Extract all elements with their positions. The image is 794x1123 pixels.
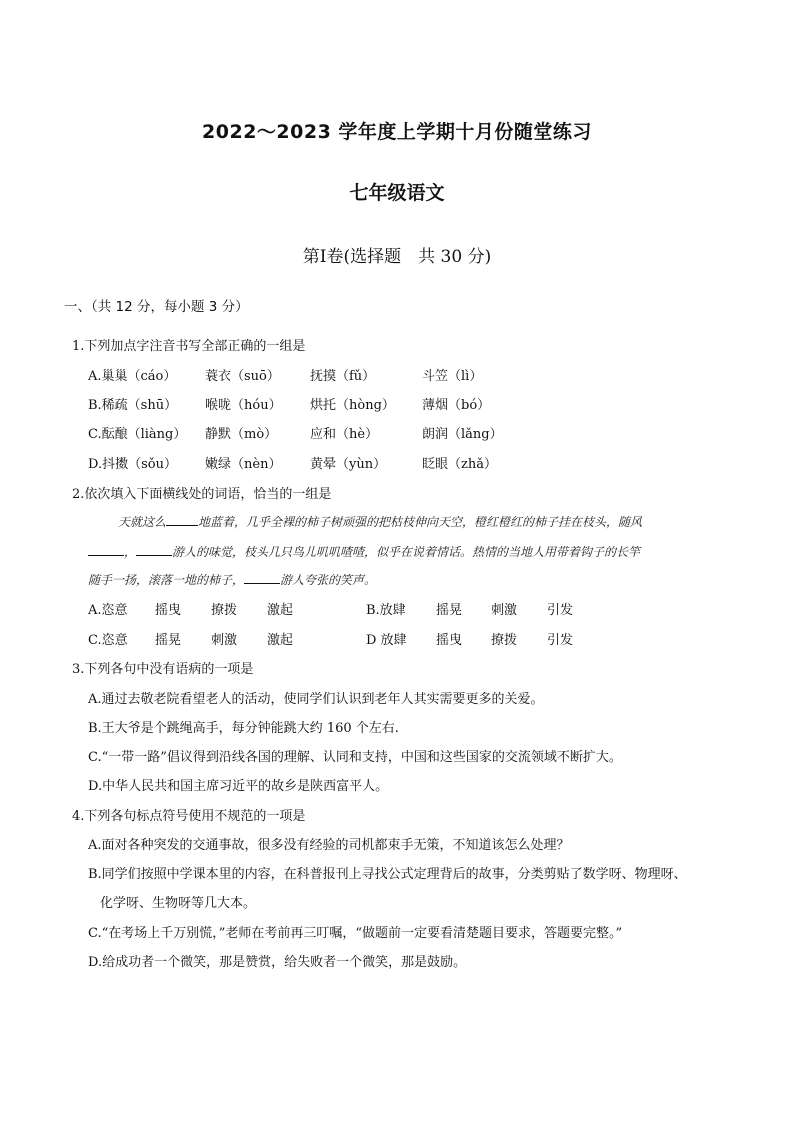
q1-option-b3: 烘托（hòng） bbox=[310, 398, 395, 413]
section-heading: 一、（共 12 分，每小题 3 分） bbox=[64, 299, 249, 315]
fill-blank bbox=[88, 543, 124, 556]
passage-text: ， bbox=[124, 545, 137, 559]
q1-option-c2: 静默（mò） bbox=[205, 427, 278, 442]
fill-blank bbox=[136, 543, 172, 556]
q1-option-b1: B.稀疏（shū） bbox=[88, 398, 178, 413]
q1-option-d4: 眨眼（zhǎ） bbox=[422, 457, 497, 472]
q1-option-c4: 朗润（lǎng） bbox=[422, 427, 503, 442]
q1-option-c1: C.酝酿（liàng） bbox=[88, 427, 187, 442]
q3-option-d: D.中华人民共和国主席习近平的故乡是陕西富平人。 bbox=[88, 779, 389, 794]
q2-option-a1: A.恣意 bbox=[88, 603, 128, 618]
q2-option-b1: B.放肆 bbox=[366, 603, 406, 618]
q4-option-c: C.“在考场上千万别慌，”老师在考前再三叮嘱，“做题前一定要看清楚题目要求，答题要完整。” bbox=[88, 926, 623, 941]
q2-option-d4: 引发 bbox=[547, 633, 574, 648]
q2-option-b2: 摇晃 bbox=[436, 603, 463, 618]
question-2-stem: 2.依次填入下面横线处的词语，恰当的一组是 bbox=[72, 487, 332, 502]
exam-title: 2022～2023 学年度上学期十月份随堂练习 bbox=[202, 121, 592, 143]
q1-option-a2: 蓑衣（suō） bbox=[205, 369, 280, 384]
q4-option-b: B.同学们按照中学课本里的内容，在科普报刊上寻找公式定理背后的故事，分类剪贴了数学呀、物理呀、 bbox=[88, 867, 687, 882]
q4-option-a: A.面对各种突发的交通事故，很多没有经验的司机都束手无策，不知道该怎么处理？ bbox=[88, 838, 570, 853]
q1-option-b4: 薄烟（bó） bbox=[422, 398, 491, 413]
q2-option-c3: 刺激 bbox=[211, 633, 238, 648]
question-3-stem: 3.下列各句中没有语病的一项是 bbox=[72, 662, 254, 677]
q2-option-b4: 引发 bbox=[547, 603, 574, 618]
passage-text: 游人夸张的笑声。 bbox=[280, 573, 377, 587]
q1-option-a3: 抚摸（fǔ） bbox=[310, 369, 376, 384]
q1-option-b2: 喉咙（hóu） bbox=[205, 398, 282, 413]
part-heading: 第Ⅰ卷(选择题 共 30 分) bbox=[302, 247, 492, 267]
passage-text: 地蓝着，几乎全裸的柿子树顽强的把枯枝伸向天空，橙红橙红的柿子挂在枝头，随风 bbox=[198, 515, 643, 529]
q2-option-c4: 激起 bbox=[267, 633, 294, 648]
q3-option-b: B.王大爷是个跳绳高手，每分钟能跳大约 160 个左右. bbox=[88, 721, 399, 736]
q1-option-d3: 黄晕（yùn） bbox=[310, 457, 387, 472]
q2-option-d1: D 放肆 bbox=[366, 633, 407, 648]
fill-blank bbox=[166, 513, 198, 526]
q3-option-a: A.通过去敬老院看望老人的活动，使同学们认识到老年人其实需要更多的关爱。 bbox=[88, 692, 544, 707]
q2-option-a3: 撩拨 bbox=[211, 603, 238, 618]
q2-option-b3: 刺激 bbox=[491, 603, 518, 618]
q1-option-c3: 应和（hè） bbox=[310, 427, 379, 442]
passage-text: 游人的味觉，枝头几只鸟儿叽叽喳喳，似乎在说着情话。热情的当地人用带着钩子的长竿 bbox=[172, 545, 641, 559]
q1-option-a1: A.巢巢（cáo） bbox=[88, 369, 177, 384]
q2-option-c1: C.恣意 bbox=[88, 633, 128, 648]
passage-text: 随手一扬，滚落一地的柿子， bbox=[88, 573, 245, 587]
q4-option-d: D.给成功者一个微笑，那是赞赏，给失败者一个微笑，那是鼓励。 bbox=[88, 955, 467, 970]
fill-blank bbox=[244, 571, 280, 584]
question-4-stem: 4.下列各句标点符号使用不规范的一项是 bbox=[72, 809, 306, 824]
q1-option-d2: 嫩绿（nèn） bbox=[205, 457, 282, 472]
question-1-stem: 1.下列加点字注音书写全部正确的一组是 bbox=[72, 339, 306, 354]
q1-option-d1: D.抖擞（sǒu） bbox=[88, 457, 177, 472]
q1-option-a4: 斗笠（lì） bbox=[422, 369, 483, 384]
q2-option-c2: 摇晃 bbox=[155, 633, 182, 648]
exam-subtitle: 七年级语文 bbox=[349, 182, 445, 204]
q2-option-a4: 激起 bbox=[267, 603, 294, 618]
q3-option-c: C.“一带一路”倡议得到沿线各国的理解、认同和支持，中国和这些国家的交流领域不断扩大。 bbox=[88, 750, 622, 765]
q2-option-a2: 摇曳 bbox=[155, 603, 182, 618]
q4-option-b-cont: 化学呀、生物呀等几大本。 bbox=[100, 896, 257, 911]
q2-option-d3: 撩拨 bbox=[491, 633, 518, 648]
q2-option-d2: 摇曳 bbox=[436, 633, 463, 648]
passage-text: 天就这么 bbox=[118, 515, 167, 529]
